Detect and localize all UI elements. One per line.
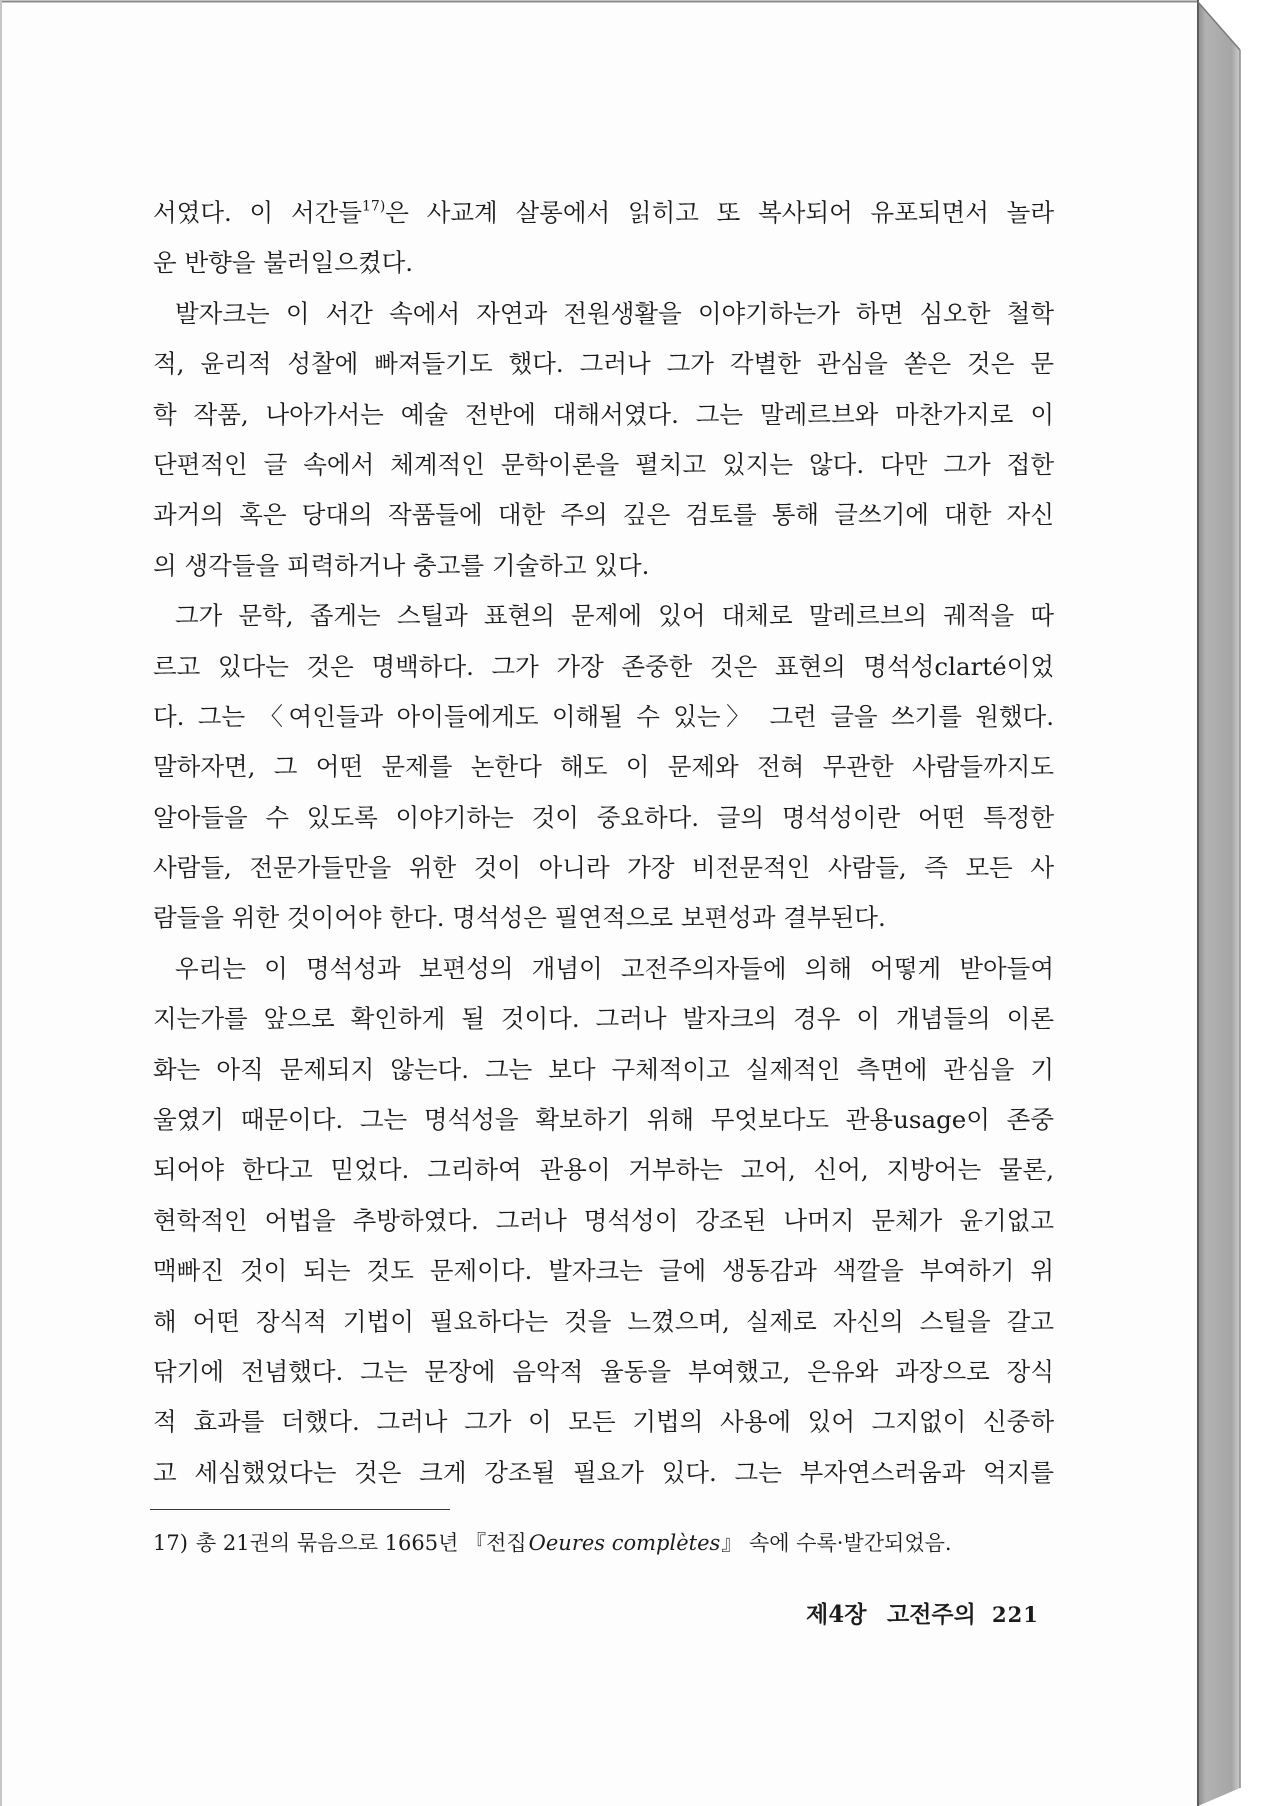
- text-line: 학 작품, 나아가서는 예술 전반에 대해서였다. 그는 말레르브와 마찬가지로 이: [153, 399, 1054, 429]
- footnote-text: 』 속에 수록·발간되었음.: [721, 1531, 952, 1555]
- text-line: 단편적인 글 속에서 체계적인 문학이론을 펼치고 있지는 않다. 다만 그가 접한: [153, 449, 1054, 479]
- text-line: [153, 188, 1054, 238]
- text-line: 르고 있다는 것은 명백하다. 그가 가장 존중한 것은 표현의 명석성clarté이었: [153, 651, 1054, 681]
- text-line: 되어야 한다고 믿었다. 그리하여 관용이 거부하는 고어, 신어, 지방어는 물론,: [153, 1155, 1054, 1185]
- text-line: 고 세심했었다는 것은 크게 강조될 필요가 있다. 그는 부자연스러움과 억지를: [153, 1457, 1054, 1487]
- paragraph: [153, 188, 1054, 289]
- text-line: 적 효과를 더했다. 그러나 그가 이 모든 기법의 사용에 있어 그지없이 신중하: [153, 1407, 1054, 1437]
- paragraph: [153, 591, 1054, 944]
- text-line: 닦기에 전념했다. 그는 문장에 음악적 율동을 부여했고, 은유와 과장으로 장식: [153, 1356, 1054, 1386]
- body-text: [153, 188, 1054, 1498]
- text-line: 적, 윤리적 성찰에 빠져들기도 했다. 그러나 그가 각별한 관심을 쏟은 것은 문: [153, 349, 1054, 379]
- text-line: 화는 아직 문제되지 않는다. 그는 보다 구체적이고 실제적인 측면에 관심을 기: [153, 1054, 1054, 1084]
- text-line: 람들을 위한 것이어야 한다. 명석성은 필연적으로 보편성과 결부된다.: [153, 903, 886, 933]
- footnote-title-italic: Oeures complètes: [528, 1531, 721, 1555]
- paragraph: [153, 944, 1054, 1498]
- text-line: 말하자면, 그 어떤 문제를 논한다 해도 이 문제와 전혀 무관한 사람들까지도: [153, 752, 1054, 782]
- text-line: 현학적인 어법을 추방하였다. 그러나 명석성이 강조된 나머지 문체가 윤기없고: [153, 1205, 1054, 1235]
- text-line: 의 생각들을 피력하거나 충고를 기술하고 있다.: [153, 550, 650, 580]
- paragraph: [153, 289, 1054, 591]
- text-line: 운 반향을 불러일으켰다.: [153, 248, 414, 278]
- text-line: 지는가를 앞으로 확인하게 될 것이다. 그러나 발자크의 경우 이 개념들의 이론: [153, 1004, 1054, 1034]
- text-line: 맥빠진 것이 되는 것도 문제이다. 발자크는 글에 생동감과 색깔을 부여하기 위: [153, 1256, 1054, 1286]
- footnote: [153, 1528, 1053, 1558]
- text-line: 그가 문학, 좁게는 스틸과 표현의 문제에 있어 대체로 말레르브의 궤적을 따: [175, 601, 1054, 631]
- text-line: 알아들을 수 있도록 이야기하는 것이 중요하다. 글의 명석성이란 어떤 특정한: [153, 802, 1054, 832]
- text-line: 우리는 이 명석성과 보편성의 개념이 고전주의자들에 의해 어떻게 받아들여: [175, 953, 1054, 983]
- text-line: 과거의 혹은 당대의 작품들에 대한 주의 깊은 검토를 통해 글쓰기에 대한 자신: [153, 500, 1054, 530]
- footnote-marker: 17): [153, 1531, 188, 1555]
- footnote-separator: [150, 1509, 450, 1510]
- chapter-title: 고전주의: [887, 1601, 976, 1628]
- text-line: 울였기 때문이다. 그는 명석성을 확보하기 위해 무엇보다도 관용usage이 존중: [153, 1105, 1054, 1135]
- text-line: 사람들, 전문가들만을 위한 것이 아니라 가장 비전문적인 사람들, 즉 모든 사: [153, 853, 1054, 883]
- text-segment: 은 사교계 살롱에서 읽히고 또 복사되어 유포되면서 놀라: [385, 198, 1054, 227]
- text-line: 해 어떤 장식적 기법이 필요하다는 것을 느꼈으며, 실제로 자신의 스틸을 갈고: [153, 1306, 1054, 1336]
- footnote-text: 총 21권의 묶음으로 1665년 『전집: [195, 1531, 527, 1555]
- text-segment: 서였다. 이 서간들: [153, 198, 362, 227]
- book-side-edge: [1198, 2, 1240, 1806]
- text-line: 발자크는 이 서간 속에서 자연과 전원생활을 이야기하는가 하면 심오한 철학: [175, 298, 1054, 328]
- text-line: 다. 그는 〈여인들과 아이들에게도 이해될 수 있는〉 그런 글을 쓰기를 원했다.: [153, 701, 1054, 731]
- chapter-label: 제4장: [806, 1601, 867, 1628]
- page-number: 221: [992, 1602, 1039, 1627]
- footnote-reference: 17): [362, 198, 386, 215]
